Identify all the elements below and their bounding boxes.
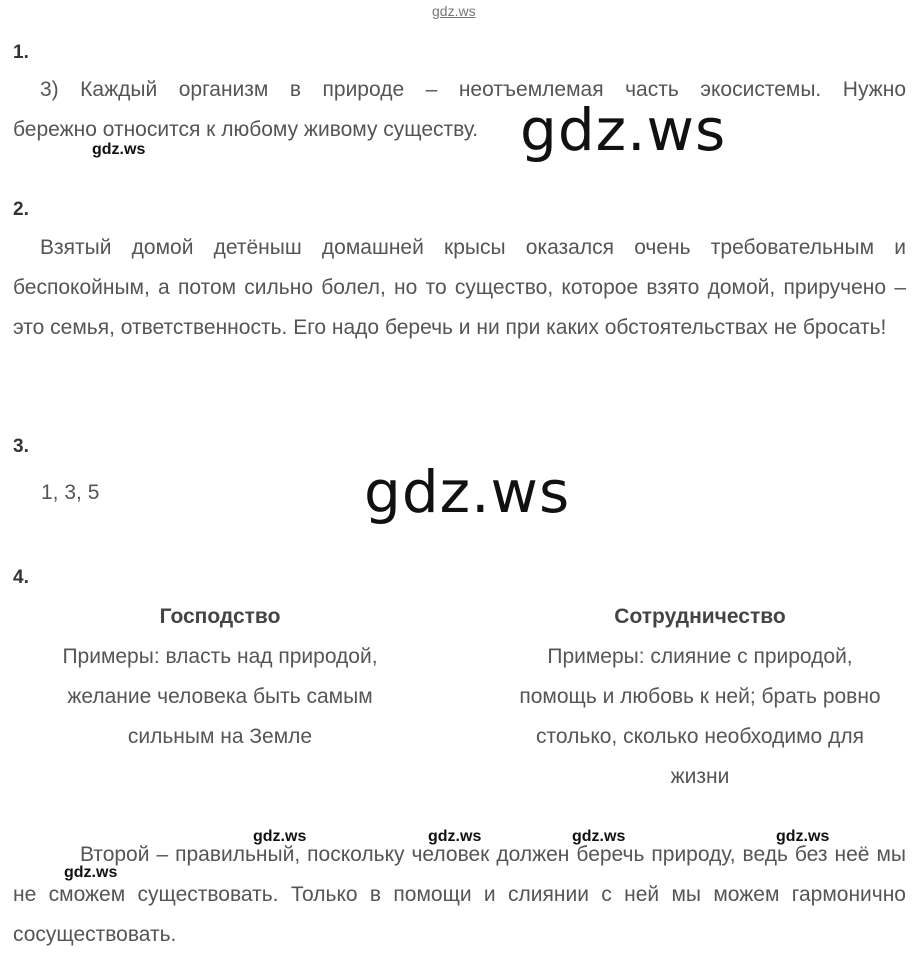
question-1-number: 1. — [13, 42, 29, 63]
domination-line: желание человека быть самым — [67, 685, 373, 708]
cooperation-line: Примеры: слияние с природой, — [547, 645, 853, 668]
watermark-top: gdz.ws — [432, 3, 476, 19]
domination-line: Примеры: власть над природой, — [62, 645, 378, 668]
cooperation-line: жизни — [670, 765, 730, 788]
watermark-small: gdz.ws — [253, 828, 307, 845]
question-3-number: 3. — [13, 436, 29, 457]
watermark-small: gdz.ws — [64, 864, 118, 881]
cooperation-column — [480, 597, 920, 797]
question-1-line-2: бережно относится к любому живому существу. — [13, 118, 479, 141]
question-4-conclusion: Второй – правильный, поскольку человек должен беречь природу, ведь без неё мы не сможем существовать. Только в помощи и слиянии с ней мы можем гармонично сосуществовать. — [13, 843, 906, 946]
watermark-large: gdz.ws — [520, 96, 727, 164]
watermark-large: gdz.ws — [364, 458, 571, 526]
domination-line: сильным на Земле — [127, 725, 313, 748]
domination-heading: Господство — [159, 605, 281, 628]
question-2-text: Взятый домой детёныш домашней крысы оказался очень требовательным и беспокойным, а потом сильно болел, но то существо, которое взято домой, приручено – это семья, ответственность. Его надо беречь и ни при каких обстоятельствах не бросать! — [13, 236, 906, 339]
question-3-answer: 1, 3, 5 — [41, 481, 100, 504]
cooperation-line: помощь и любовь к ней; брать ровно — [519, 685, 881, 708]
question-4-number: 4. — [13, 567, 29, 588]
watermark-small: gdz.ws — [572, 828, 626, 845]
watermark-small: gdz.ws — [92, 141, 146, 158]
question-2-number: 2. — [13, 199, 29, 220]
cooperation-heading: Сотрудничество — [614, 605, 786, 628]
cooperation-line: столько, сколько необходимо для — [536, 725, 864, 748]
watermark-small: gdz.ws — [428, 828, 482, 845]
watermark-small: gdz.ws — [776, 828, 830, 845]
question-1-line-1: 3) Каждый организм в природе – неотъемлемая часть экосистемы. Нужно — [40, 78, 906, 101]
domination-column — [20, 597, 420, 757]
